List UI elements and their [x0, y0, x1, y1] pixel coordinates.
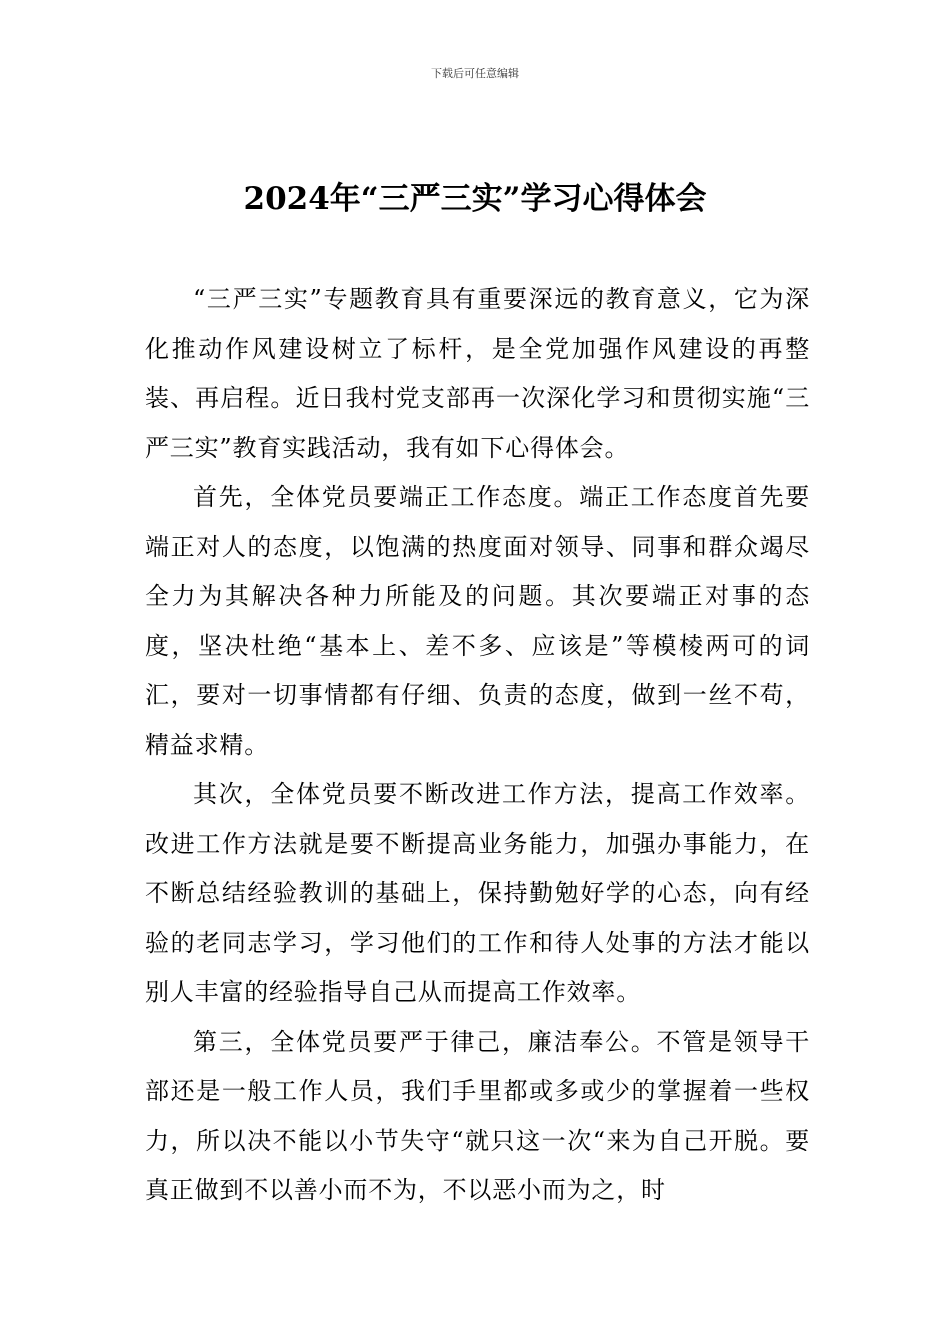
paragraph-first: 首先，全体党员要端正工作态度。端正工作态度首先要端正对人的态度，以饱满的热度面对领导、同事和群众竭尽全力为其解决各种力所能及的问题。其次要端正对事的态度，坚决杜绝“基本上、差不多、应该是”等模棱两可的词汇，要对一切事情都有仔细、负责的态度，做到一丝不苟，精益求精。 [145, 483, 810, 759]
document-body [145, 275, 810, 1216]
header-note: 下载后可任意编辑 [431, 67, 519, 80]
paragraph-second: 其次，全体党员要不断改进工作方法，提高工作效率。改进工作方法就是要不断提高业务能力，加强办事能力，在不断总结经验教训的基础上，保持勤勉好学的心态，向有经验的老同志学习，学习他们的工作和待人处事的方法才能以别人丰富的经验指导自己从而提高工作效率。 [145, 780, 810, 1006]
paragraph-third: 第三，全体党员要严于律己，廉洁奉公。不管是领导干部还是一般工作人员，我们手里都或多或少的掌握着一些权力，所以决不能以小节失守“就只这一次“来为自己开脱。要真正做到不以善小而不为，不以恶小而为之，时 [145, 1027, 810, 1204]
paragraph-intro: “三严三实”专题教育具有重要深远的教育意义，它为深化推动作风建设树立了标杆，是全党加强作风建设的再整装、再启程。近日我村党支部再一次深化学习和贯彻实施“三严三实”教育实践活动，我有如下心得体会。 [145, 285, 810, 462]
document-title: 2024年“三严三实”学习心得体会 [243, 181, 707, 217]
